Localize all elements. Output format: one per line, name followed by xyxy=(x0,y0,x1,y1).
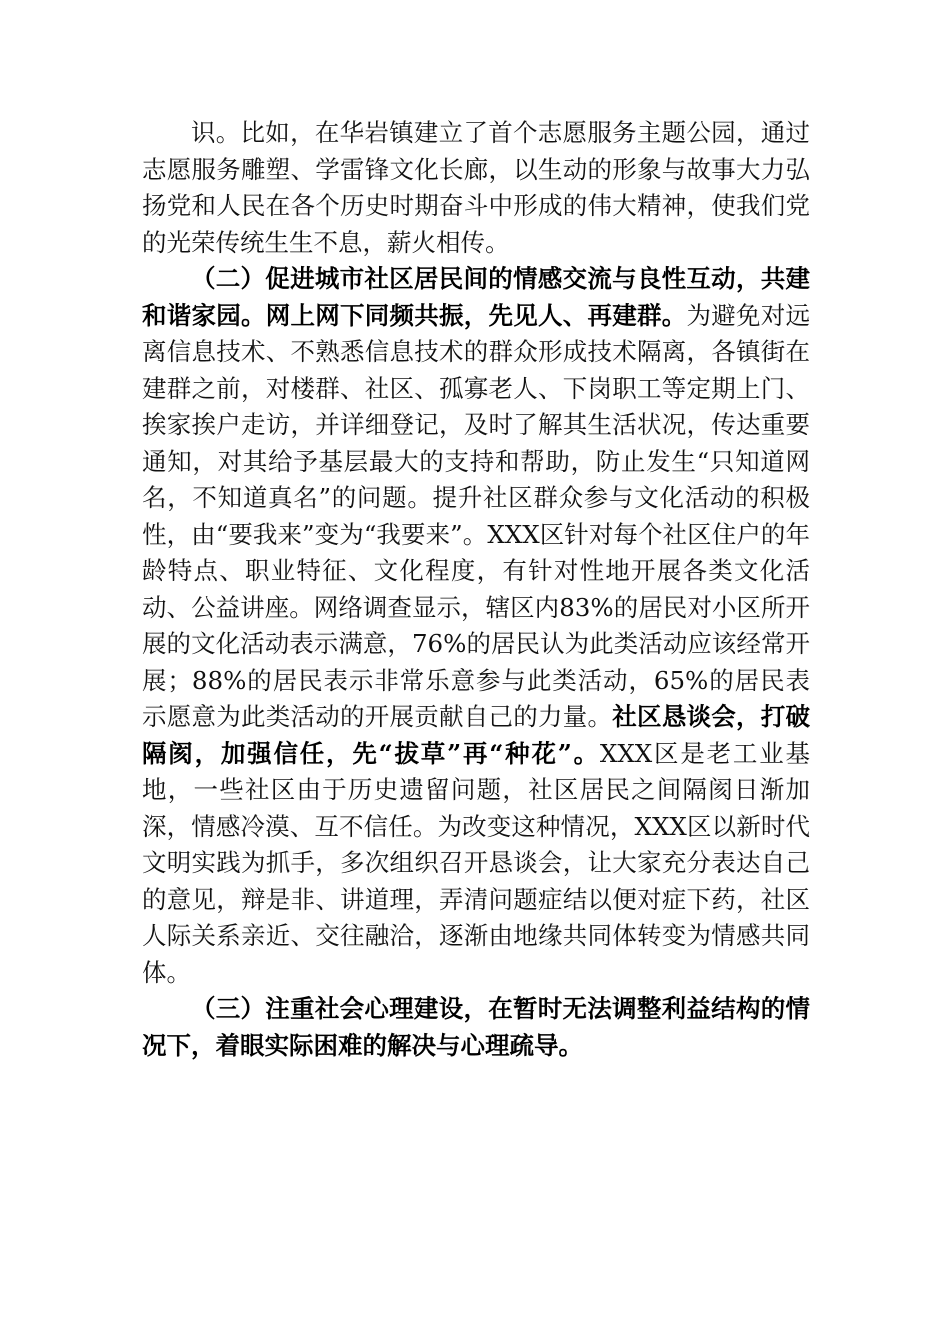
paragraph-3 xyxy=(142,991,810,1064)
paragraph-1 xyxy=(142,115,810,261)
paragraph-2-body-b: XXX区是老工业基地，一些社区由于历史遗留问题，社区居民之间隔阂日渐加深，情感冷漠、互不信任。为改变这种情况，XXX区以新时代文明实践为抓手，多次组织召开恳谈会，让大家充分表达自己的意见，辩是非、讲道理，弄清问题症结以便对症下药，社区人际关系亲近、交往融洽，逐渐由地缘共同体转变为情感共同体。 xyxy=(142,738,810,987)
document-body xyxy=(142,115,810,1064)
subheading-online-offline: 网上网下同频共振，先见人、再建群。 xyxy=(265,300,687,330)
subheading-community-talks: 社区恳谈会，打破隔阂，加强信任，先“拔草”再“种花”。 xyxy=(142,702,810,768)
paragraph-2 xyxy=(142,261,810,991)
paragraph-2-body-a: 为避免对远离信息技术、不熟悉信息技术的群众形成技术隔离，各镇街在建群之前，对楼群、社区、孤寡老人、下岗职工等定期上门、挨家挨户走访，并详细登记，及时了解其生活状况，传达重要通知，对其给予基层最大的支持和帮助，防止发生“只知道网名，不知道真名”的问题。提升社区群众参与文化活动的积极性，由“要我来”变为“我要来”。XXX区针对每个社区住户的年龄特点、职业特征、文化程度，有针对性地开展各类文化活动、公益讲座。网络调查显示，辖区内83%的居民对小区所开展的文化活动表示满意，76%的居民认为此类活动应该经常开展；88%的居民表示非常乐意参与此类活动，65%的居民表示愿意为此类活动的开展贡献自己的力量。 xyxy=(142,300,810,731)
paragraph-1-text: 识。比如，在华岩镇建立了首个志愿服务主题公园，通过志愿服务雕塑、学雷锋文化长廊，以生动的形象与故事大力弘扬党和人民在各个历史时期奋斗中形成的伟大精神，使我们党的光荣传统生生不息，薪火相传。 xyxy=(142,118,810,257)
section-heading-2: （二）促进城市社区居民间的情感交流与良性互动，共建和谐家园。 xyxy=(142,264,810,330)
section-heading-3: （三）注重社会心理建设，在暂时无法调整利益结构的情况下，着眼实际困难的解决与心理疏导。 xyxy=(142,994,810,1060)
